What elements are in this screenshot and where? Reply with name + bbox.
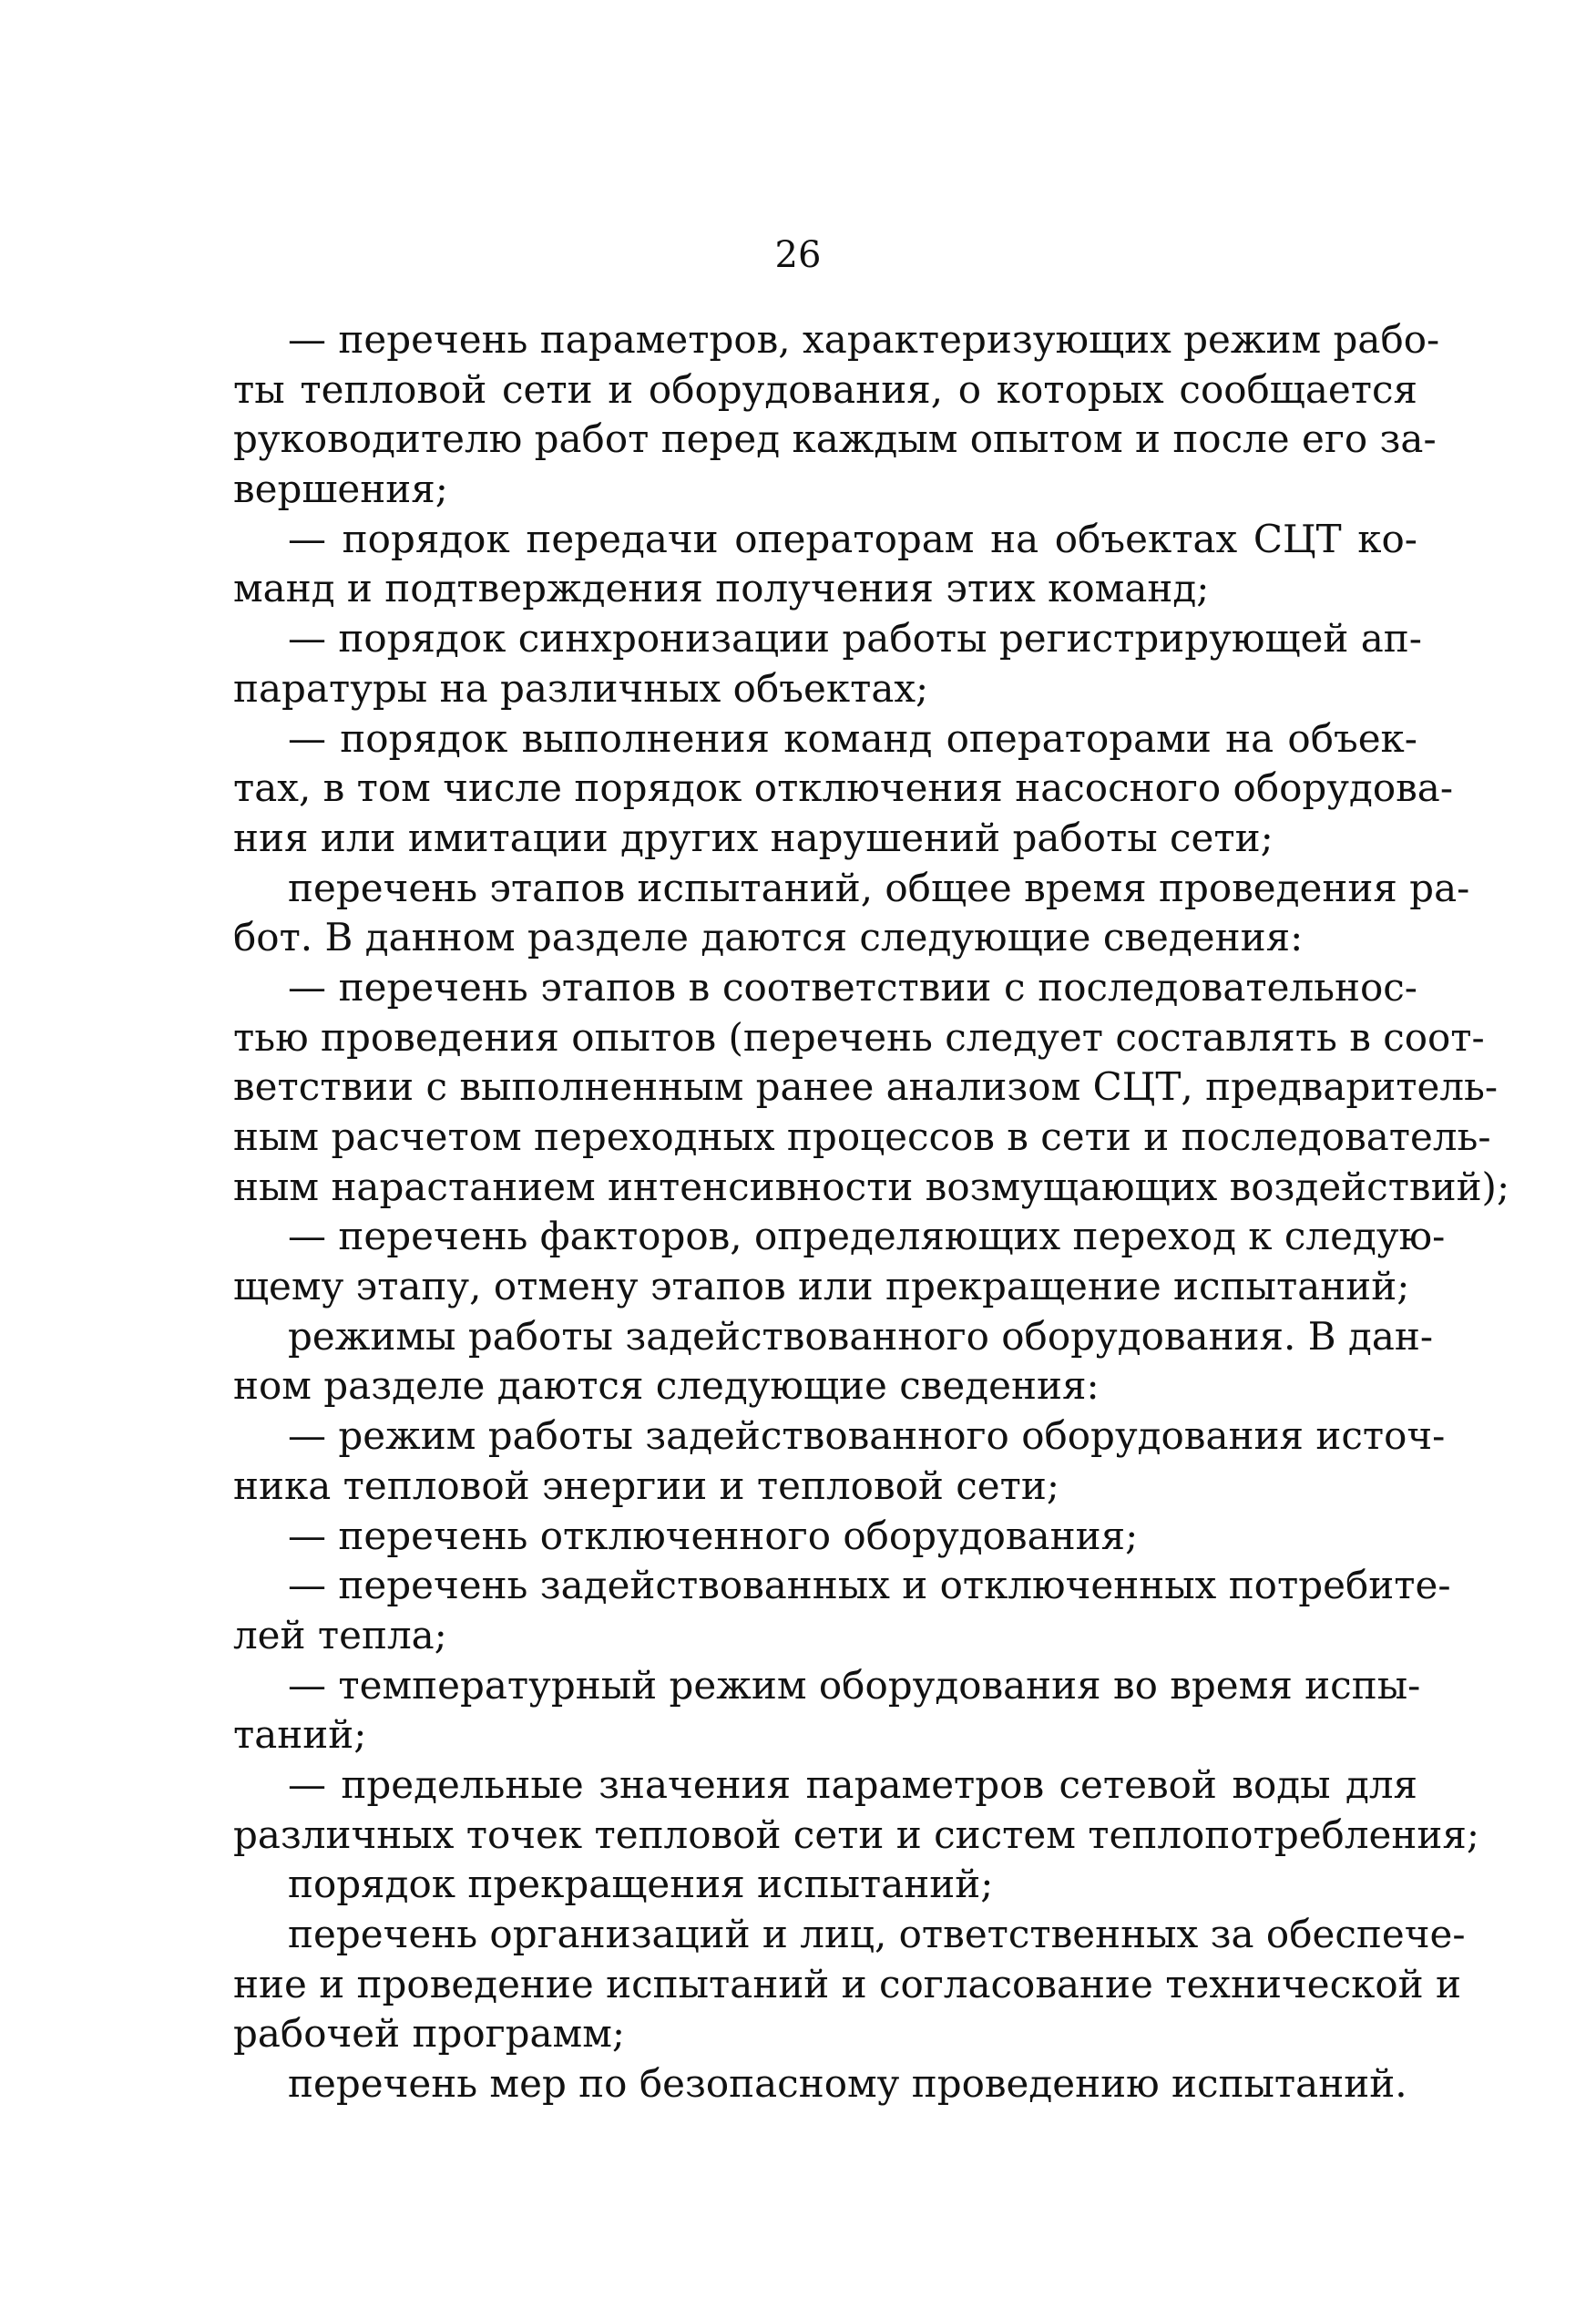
text-line: — перечень отключенного оборудования; xyxy=(288,1513,1139,1558)
text-line: лей тепла; xyxy=(233,1612,447,1657)
text-line: — предельные значения параметров сетевой воды для xyxy=(288,1761,1417,1807)
text-line: ника тепловой энергии и тепловой сети; xyxy=(233,1462,1059,1508)
text-line: паратуры на различных объектах; xyxy=(233,665,929,711)
text-line: ния или имитации других нарушений работы сети; xyxy=(233,815,1274,860)
text-line: — порядок синхронизации работы регистрирующей ап- xyxy=(288,616,1422,662)
text-line: манд и подтверждения получения этих команд; xyxy=(233,566,1210,611)
text-line: — температурный режим оборудования во время испы- xyxy=(288,1662,1421,1708)
text-line: тью проведения опытов (перечень следует составлять в соот- xyxy=(233,1014,1485,1060)
text-line: порядок прекращения испытаний; xyxy=(288,1862,994,1907)
text-line: — режим работы задействованного оборудования источ- xyxy=(288,1413,1446,1459)
text-line: перечень этапов испытаний, общее время проведения ра- xyxy=(288,865,1470,910)
text-line: щему этапу, отмену этапов или прекращение испытаний; xyxy=(233,1264,1410,1309)
text-line: ты тепловой сети и оборудования, о которых сообщается xyxy=(233,366,1417,412)
text-line: — перечень факторов, определяющих переход к следую- xyxy=(288,1214,1446,1259)
text-line: — перечень этапов в соответствии с последовательнос- xyxy=(288,964,1417,1010)
text-line: перечень организаций и лиц, ответственных за обеспече- xyxy=(288,1912,1466,1956)
text-line: перечень мер по безопасному проведению испытаний. xyxy=(288,2061,1407,2107)
text-line: вершения; xyxy=(233,467,448,512)
text-line: таний; xyxy=(233,1712,367,1758)
text-line: — порядок передачи операторам на объектах СЦТ ко- xyxy=(288,516,1417,561)
text-line: различных точек тепловой сети и систем теплопотребления; xyxy=(233,1811,1480,1857)
text-line: ным нарастанием интенсивности возмущающих воздействий); xyxy=(233,1164,1510,1209)
text-line: — перечень параметров, характеризующих режим рабо- xyxy=(288,317,1440,362)
text-line: — порядок выполнения команд операторами на объек- xyxy=(288,715,1417,761)
text-line: руководителю работ перед каждым опытом и после его за- xyxy=(233,416,1437,462)
text-line: ным расчетом переходных процессов в сети и последователь- xyxy=(233,1114,1491,1159)
text-line: ветствии с выполненным ранее анализом СЦТ, предваритель- xyxy=(233,1064,1499,1110)
text-line: ном разделе даются следующие сведения: xyxy=(233,1363,1100,1409)
text-line: тах, в том числе порядок отключения насосного оборудова- xyxy=(233,765,1454,811)
text-line: бот. В данном разделе даются следующие сведения: xyxy=(233,915,1304,960)
text-line: рабочей программ; xyxy=(233,2011,626,2057)
text-line: режимы работы задействованного оборудования. В дан- xyxy=(288,1313,1434,1359)
text-line: — перечень задействованных и отключенных потребите- xyxy=(288,1563,1451,1608)
page-number: 26 xyxy=(774,234,822,276)
body-text xyxy=(233,315,1510,2109)
text-line: ние и проведение испытаний и согласование технической и xyxy=(233,1961,1461,2006)
